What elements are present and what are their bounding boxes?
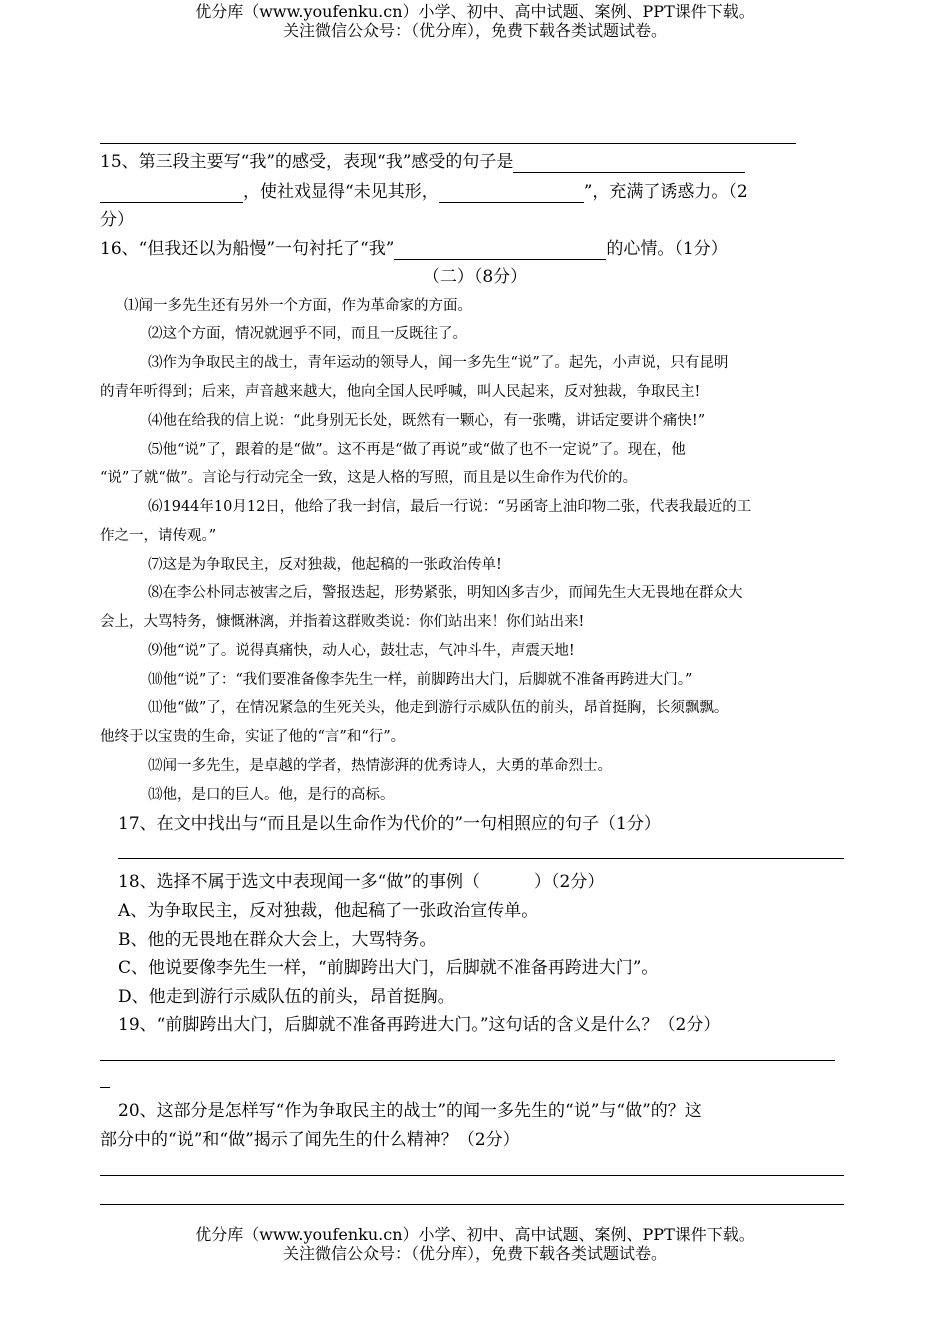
passage-line: “说”了就“做”。言论与行动完全一致，这是人格的写照，而且是以生命作为代价的。 — [100, 470, 638, 486]
passage-line: ⑽他“说”了：“我们要准备像李先生一样，前脚跨出大门，后脚就不准备再跨进大门。” — [148, 672, 693, 688]
answer-blank[interactable] — [394, 241, 606, 260]
answer-line — [100, 143, 796, 144]
section-title: （二）（8分） — [422, 267, 528, 287]
option-c: C、他说要像李先生一样，“前脚跨出大门，后脚就不准备再跨进大门”。 — [118, 958, 659, 978]
passage-line: ⑷他在给我的信上说：“此身别无长处，既然有一颗心，有一张嘴，讲话定要讲个痛快!” — [148, 413, 706, 429]
answer-blank[interactable] — [439, 184, 584, 203]
question-17: 17、在文中找出与“而且是以生命作为代价的”一句相照应的句子（1分） — [118, 814, 661, 834]
passage-line: ⑾他“做”了，在情况紧急的生死关头，他走到游行示威队伍的前头，昂首挺胸，长须飘飘。 — [148, 700, 729, 716]
passage-line: 会上，大骂特务，慷慨淋漓，并指着这群败类说：你们站出来！你们站出来! — [100, 614, 585, 630]
passage-line: ⑼他“说”了。说得真痛快，动人心，鼓壮志，气冲斗牛，声震天地! — [148, 643, 575, 659]
footer-line-1: 优分库（www.youfenku.cn）小学、初中、高中试题、案例、PPT课件下载。 — [195, 1225, 755, 1244]
answer-blank[interactable] — [513, 154, 745, 173]
question-15-line-1: 15、第三段主要写“我”的感受，表现“我”感受的句子是 — [100, 151, 745, 173]
answer-line[interactable] — [100, 1175, 844, 1176]
passage-line: 的青年听得到；后来，声音越来越大，他向全国人民呼喊，叫人民起来，反对独裁，争取民主! — [100, 384, 701, 400]
passage-line: ⑶作为争取民主的战士，青年运动的领导人，闻一多先生“说”了。起先，小声说，只有昆明 — [148, 355, 729, 371]
question-15-line-3: 分） — [100, 210, 134, 230]
option-b: B、他的无畏地在群众大会上，大骂特务。 — [118, 930, 437, 950]
passage-line: 作之一，请传观。” — [100, 528, 217, 544]
passage-line: ⑵这个方面，情况就迥乎不同，而且一反既往了。 — [148, 326, 467, 342]
question-15-line-2: ，使社戏显得“未见其形， ”，充满了诱惑力。（2 — [100, 181, 748, 203]
option-d: D、他走到游行示威队伍的前头，昂首挺胸。 — [118, 987, 455, 1007]
question-20-line-1: 20、这部分是怎样写“作为争取民主的战士”的闻一多先生的“说”与“做”的？这 — [118, 1101, 702, 1121]
header-line-1: 优分库（www.youfenku.cn）小学、初中、高中试题、案例、PPT课件下载。 — [195, 2, 755, 21]
passage-line: ⒀他，是口的巨人。他，是行的高标。 — [148, 787, 395, 803]
answer-line[interactable] — [118, 858, 844, 859]
passage-line: ⑿闻一多先生，是卓越的学者，热情澎湃的优秀诗人，大勇的革命烈士。 — [148, 758, 612, 774]
header-line-2: 关注微信公众号：（优分库），免费下载各类试题试卷。 — [282, 21, 667, 40]
passage-line: ⑺这是为争取民主，反对独裁，他起稿的一张政治传单! — [148, 557, 502, 573]
footer-line-2: 关注微信公众号：（优分库），免费下载各类试题试卷。 — [282, 1244, 667, 1263]
passage-line: ⑻在李公朴同志被害之后，警报迭起，形势紧张，明知凶多吉少，而闻先生大无畏地在群众大 — [148, 585, 743, 601]
question-19: 19、“前脚跨出大门，后脚就不准备再跨进大门。”这句话的含义是什么？（2分） — [118, 1015, 721, 1035]
passage-line: ⑹1944年10月12日，他给了我一封信，最后一行说：“另函寄上油印物二张，代表我最近的工 — [148, 499, 752, 515]
question-20-line-2: 部分中的“说”和“做”揭示了闻先生的什么精神？（2分） — [100, 1130, 520, 1150]
answer-line-stub — [100, 1087, 110, 1088]
answer-blank[interactable] — [100, 184, 243, 203]
question-18: 18、选择不属于选文中表现闻一多“做”的事例（ ）（2分） — [118, 872, 605, 892]
option-a: A、为争取民主，反对独裁，他起稿了一张政治宣传单。 — [118, 901, 539, 921]
passage-line: ⑸他“说”了，跟着的是“做”。这不再是“做了再说”或“做了也不一定说”了。现在，他 — [148, 442, 686, 458]
passage-line: 他终于以宝贵的生命，实证了他的“言”和“行”。 — [100, 729, 406, 745]
question-16: 16、“但我还以为船慢”一句衬托了“我” 的心情。（1分） — [100, 239, 728, 259]
answer-line[interactable] — [100, 1060, 835, 1061]
page-header — [0, 2, 950, 40]
page-footer — [0, 1225, 950, 1263]
answer-line[interactable] — [100, 1204, 844, 1205]
passage-line: ⑴闻一多先生还有另外一个方面，作为革命家的方面。 — [124, 298, 472, 314]
